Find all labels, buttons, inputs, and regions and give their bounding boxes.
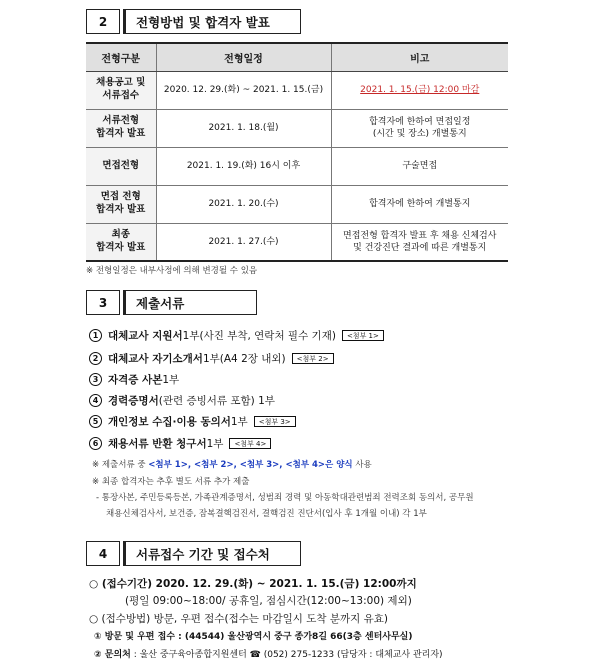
section-number: 2 — [86, 9, 120, 34]
item-name: 경력증명서 — [108, 395, 159, 407]
document-item — [89, 328, 384, 343]
contact-line — [94, 647, 443, 660]
document-item — [89, 436, 271, 451]
item-desc: 1부 — [206, 438, 224, 450]
section-number: 3 — [86, 290, 120, 315]
item-name: 대체교사 지원서 — [108, 330, 183, 342]
document-item — [89, 393, 275, 408]
column-header: 비고 — [331, 43, 508, 71]
row-date: 2021. 1. 18.(월) — [156, 109, 331, 147]
attachment-tag: <첨부 2> — [292, 353, 334, 364]
item-number: 5 — [89, 415, 102, 428]
section-4-header — [86, 541, 301, 566]
row-category: 면접 전형 합격자 발표 — [86, 185, 156, 223]
item-number: 3 — [89, 373, 102, 386]
final-docs-list-cont: 채용신체검사서, 보건증, 잠복결핵검진서, 결핵검진 진단서(입사 후 1개월 이내) 각 1부 — [106, 509, 427, 519]
period-line: ○ (접수기간) 2020. 12. 29.(화) ~ 2021. 1. 15.(금) 12:00까지 — [89, 578, 417, 590]
visit-line: ① 방문 및 우편 접수 : (44544) 울산광역시 중구 종가8길 66(3층 센터사무실) — [94, 632, 413, 642]
row-category: 최종 합격자 발표 — [86, 223, 156, 261]
item-desc: 1부 — [230, 416, 248, 428]
final-docs-list: - 통장사본, 주민등록등본, 가족관계증명서, 성범죄 경력 및 아동학대관련범죄 전력조회 동의서, 공무원 — [96, 493, 474, 503]
table-row — [86, 223, 508, 261]
item-number: 2 — [89, 352, 102, 365]
section-title: 서류접수 기간 및 접수처 — [123, 541, 301, 566]
item-desc: 1부 — [162, 374, 180, 386]
item-name: 대체교사 자기소개서 — [108, 353, 203, 365]
attachment-tag: <첨부 1> — [342, 330, 384, 341]
row-note — [331, 71, 508, 109]
row-note: 합격자에 한하여 개별통지 — [331, 185, 508, 223]
document-item — [89, 351, 334, 366]
method-line: ○ (접수방법) 방문, 우편 접수(접수는 마감일시 도착 분까지 유효) — [89, 613, 389, 625]
item-number: 1 — [89, 329, 102, 342]
item-name: 개인정보 수집·이용 동의서 — [108, 416, 231, 428]
table-header-row — [86, 43, 508, 71]
item-desc: (관련 증빙서류 포함) 1부 — [158, 395, 275, 407]
document-item — [89, 414, 296, 429]
row-note: 면접전형 합격자 발표 후 채용 신체검사 및 건강진단 결과에 따른 개별통지 — [331, 223, 508, 261]
table-row — [86, 109, 508, 147]
row-note: 구술면접 — [331, 147, 508, 185]
section-number: 4 — [86, 541, 120, 566]
schedule-table — [86, 42, 508, 262]
section-2-header — [86, 9, 301, 34]
item-desc: 1부(사진 부착, 연락처 필수 기재) — [182, 330, 336, 342]
contact-label: ② 문의처 — [94, 650, 131, 660]
section-3-header — [86, 290, 257, 315]
column-header: 전형일정 — [156, 43, 331, 71]
table-row — [86, 185, 508, 223]
table-row — [86, 71, 508, 109]
contact-info: : 울산 중구육아종합지원센터 ☎ (052) 275-1233 (담당자 : 대체교사 관리자) — [130, 650, 443, 660]
table-row — [86, 147, 508, 185]
row-note: 합격자에 한하여 면접일정 (시간 및 장소) 개별통지 — [331, 109, 508, 147]
attachment-note: ※ 제출서류 중 <첨부 1>, <첨부 2>, <첨부 3>, <첨부 4>은 양식 사용 — [92, 460, 372, 470]
attachment-tag: <첨부 4> — [229, 438, 271, 449]
attachment-tag: <첨부 3> — [254, 416, 296, 427]
row-date: 2021. 1. 19.(화) 16시 이후 — [156, 147, 331, 185]
period-sub: (평일 09:00~18:00/ 공휴일, 점심시간(12:00~13:00) 제외) — [125, 595, 412, 607]
row-date: 2020. 12. 29.(화) ~ 2021. 1. 15.(금) — [156, 71, 331, 109]
item-number: 6 — [89, 437, 102, 450]
column-header: 전형구분 — [86, 43, 156, 71]
final-docs-note: ※ 최종 합격자는 추후 별도 서류 추가 제출 — [92, 477, 250, 487]
row-date: 2021. 1. 27.(수) — [156, 223, 331, 261]
row-category: 채용공고 및 서류접수 — [86, 71, 156, 109]
schedule-footnote: ※ 전형일정은 내부사정에 의해 변경될 수 있음 — [86, 266, 258, 276]
item-name: 자격증 사본 — [108, 374, 163, 386]
document-item — [89, 372, 179, 387]
row-date: 2021. 1. 20.(수) — [156, 185, 331, 223]
item-name: 채용서류 반환 청구서 — [108, 438, 207, 450]
section-title: 제출서류 — [123, 290, 257, 315]
deadline-text: 2021. 1. 15.(금) 12:00 마감 — [360, 84, 480, 95]
item-desc: 1부(A4 2장 내외) — [202, 353, 286, 365]
row-category: 서류전형 합격자 발표 — [86, 109, 156, 147]
section-title: 전형방법 및 합격자 발표 — [123, 9, 301, 34]
row-category: 면접전형 — [86, 147, 156, 185]
item-number: 4 — [89, 394, 102, 407]
